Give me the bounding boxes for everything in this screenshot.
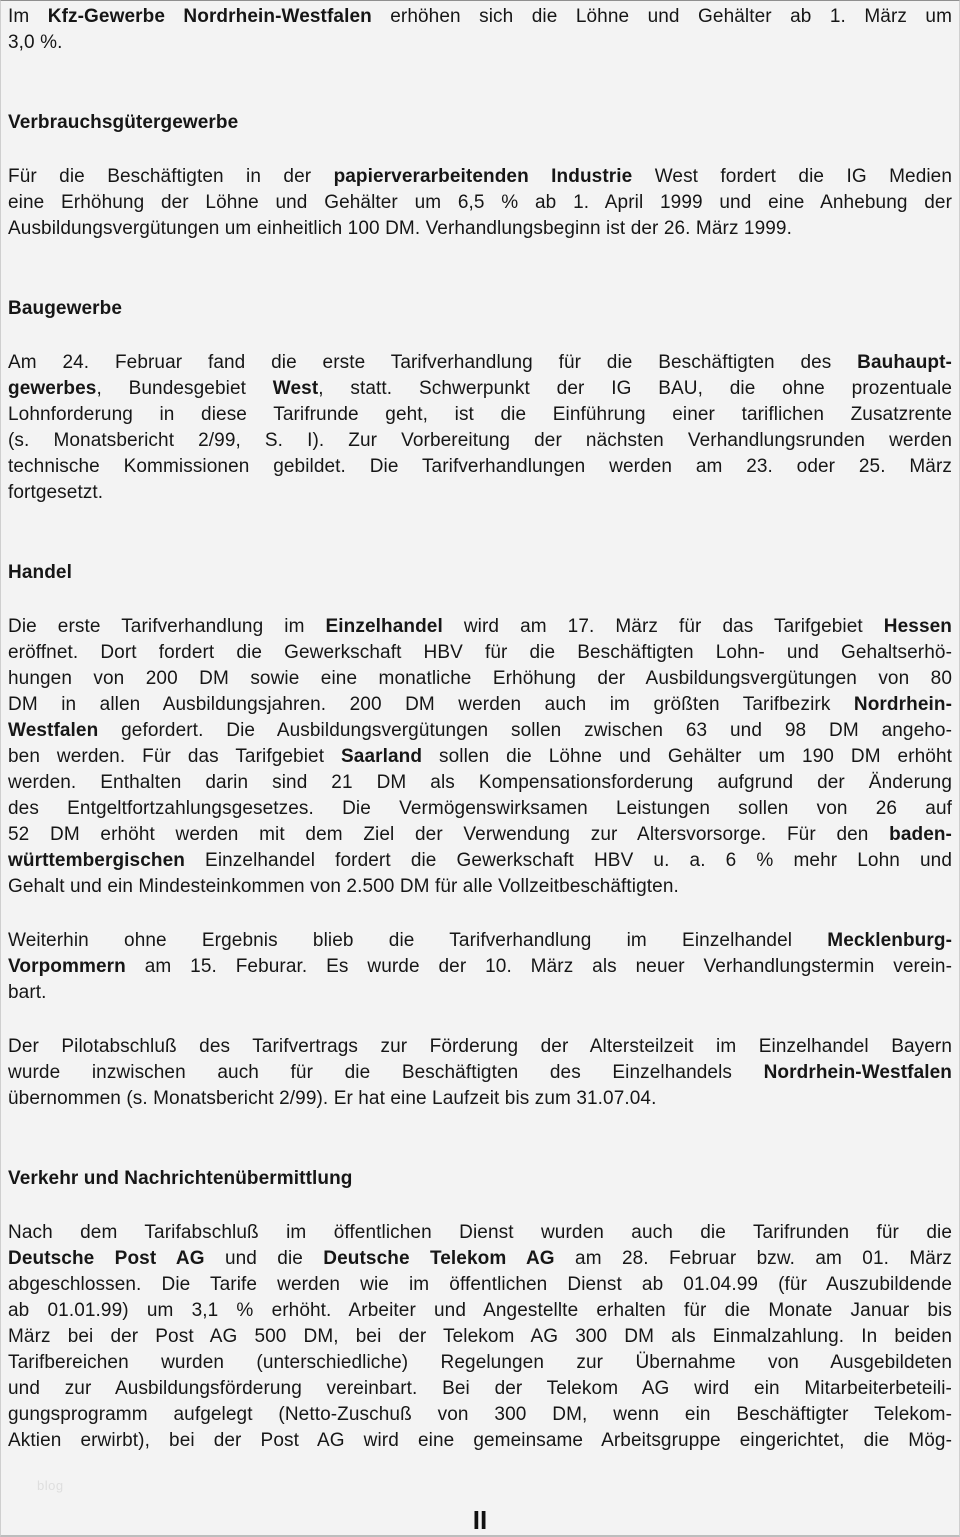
- text-run: ab 01.01.99) um 3,1 % erhöht. Arbeiter und Angestellte erhalten für die Monate Januar bis: [8, 1300, 952, 1321]
- text-line: [8, 874, 952, 900]
- text-line: [8, 216, 952, 242]
- text-line: [8, 770, 952, 796]
- text-line: [8, 560, 952, 586]
- text-line: [8, 1220, 952, 1246]
- text-line: [8, 1166, 952, 1192]
- text-run: fortgesetzt.: [8, 482, 104, 503]
- bold-text-run: West: [272, 378, 319, 399]
- text-line: [8, 1272, 952, 1298]
- text-line: [8, 1034, 952, 1060]
- text-run: Die erste Tarifverhandlung im: [8, 616, 326, 637]
- bold-text-run: Verbrauchsgütergewerbe: [8, 112, 239, 133]
- paragraph: [8, 350, 952, 506]
- text-line: [8, 296, 952, 322]
- text-run: Einzelhandel fordert die Gewerkschaft HBV u. a. 6 % mehr Lohn und: [184, 850, 952, 871]
- text-line: [8, 1376, 952, 1402]
- page-number: II: [472, 1505, 488, 1535]
- text-line: [8, 822, 952, 848]
- text-run: des Entgeltfortzahlungsgesetzes. Die Vermögenswirksamen Leistungen sollen von 26 auf: [8, 798, 952, 819]
- text-run: hungen von 200 DM sowie eine monatliche Erhöhung der Ausbildungsvergütungen von 80: [8, 668, 952, 689]
- text-line: [8, 428, 952, 454]
- text-run: Ausbildungsvergütungen um einheitlich 100 DM. Verhandlungsbeginn ist der 26. März 1999.: [8, 218, 792, 239]
- text-line: [8, 164, 952, 190]
- text-run: gefordert. Die Ausbildungsvergütungen sollen zwischen 63 und 98 DM angeho-: [98, 720, 952, 741]
- text-run: DM in allen Ausbildungsjahren. 200 DM werden auch im größten Tarifbezirk: [8, 694, 854, 715]
- bold-text-run: Nordrhein-Westfalen: [763, 1062, 952, 1083]
- text-run: 52 DM erhöht werden mit dem Ziel der Verwendung zur Altersvorsorge. Für den: [8, 824, 890, 845]
- text-run: und zur Ausbildungsförderung vereinbart. Bei der Telekom AG wird ein Mitarbeiterbeteili-: [8, 1378, 952, 1399]
- text-run: werden. Enthalten darin sind 21 DM als Kompensationsforderung aufgrund der Änderung: [8, 772, 952, 793]
- text-run: Lohnforderung in diese Tarifrunde geht, ist die Einführung einer tariflichen Zusatzrente: [8, 404, 952, 425]
- text-run: Am 24. Februar fand die erste Tarifverhandlung für die Beschäftigten des: [8, 352, 858, 373]
- text-run: Der Pilotabschluß des Tarifvertrags zur Förderung der Altersteilzeit im Einzelhandel Bayern: [8, 1036, 952, 1057]
- bold-text-run: Bauhaupt-: [857, 352, 952, 373]
- text-run: 3,0 %.: [8, 32, 63, 53]
- text-line: [8, 718, 952, 744]
- text-line: [8, 848, 952, 874]
- section-heading: [8, 1166, 952, 1192]
- text-line: [8, 666, 952, 692]
- bold-text-run: Vorpommern: [8, 956, 126, 977]
- text-run: technische Kommissionen gebildet. Die Tarifverhandlungen werden am 23. oder 25. März: [8, 456, 952, 477]
- bold-text-run: baden-: [889, 824, 952, 845]
- text-line: [8, 30, 952, 56]
- bold-text-run: Deutsche Post AG: [8, 1248, 205, 1269]
- text-run: West fordert die IG Medien: [632, 166, 953, 187]
- text-run: Für die Beschäftigten in der: [8, 166, 334, 187]
- bold-text-run: papierverarbeitenden Industrie: [333, 166, 633, 187]
- section-heading: [8, 560, 952, 586]
- text-line: [8, 4, 952, 30]
- text-line: [8, 980, 952, 1006]
- text-run: eröffnet. Dort fordert die Gewerkschaft HBV für die Beschäftigten Lohn- und Gehaltserhö-: [8, 642, 952, 663]
- text-run: März bei der Post AG 500 DM, bei der Telekom AG 300 DM als Einmalzahlung. In beiden: [8, 1326, 952, 1347]
- bold-text-run: Hessen: [883, 616, 952, 637]
- text-run: abgeschlossen. Die Tarife werden wie im öffentlichen Dienst ab 01.04.99 (für Auszubildende: [8, 1274, 952, 1295]
- text-line: [8, 1402, 952, 1428]
- bold-text-run: Baugewerbe: [8, 298, 122, 319]
- section-heading: [8, 296, 952, 322]
- text-run: gungsprogramm aufgelegt (Netto-Zuschuß von 300 DM, wenn ein Beschäftigter Telekom-: [8, 1404, 952, 1425]
- bold-text-run: Einzelhandel: [325, 616, 443, 637]
- text-run: bart.: [8, 982, 47, 1003]
- text-line: [8, 1246, 952, 1272]
- text-line: [8, 1350, 952, 1376]
- text-run: am 28. Februar bzw. am 01. März: [554, 1248, 952, 1269]
- paragraph: [8, 4, 952, 56]
- text-line: [8, 1086, 952, 1112]
- text-line: [8, 454, 952, 480]
- text-run: Nach dem Tarifabschluß im öffentlichen Dienst wurden auch die Tarifrunden für die: [8, 1222, 952, 1243]
- paragraph: [8, 928, 952, 1006]
- text-run: erhöhen sich die Löhne und Gehälter ab 1. März um: [371, 6, 953, 27]
- text-line: [8, 1428, 952, 1454]
- text-line: [8, 480, 952, 506]
- text-run: am 15. Feburar. Es wurde der 10. März als neuer Verhandlungstermin verein-: [125, 956, 952, 977]
- text-line: [8, 954, 952, 980]
- text-line: [8, 1060, 952, 1086]
- text-run: und die: [204, 1248, 324, 1269]
- bold-text-run: Mecklenburg-: [827, 930, 952, 951]
- text-run: übernommen (s. Monatsbericht 2/99). Er hat eine Laufzeit bis zum 31.07.04.: [8, 1088, 657, 1109]
- paragraph: [8, 164, 952, 242]
- bold-text-run: Deutsche Telekom AG: [323, 1248, 555, 1269]
- text-run: Tarifbereichen wurden (unterschiedliche) Regelungen zur Übernahme von Ausgebildeten: [8, 1352, 952, 1373]
- text-line: [8, 376, 952, 402]
- text-run: , statt. Schwerpunkt der IG BAU, die ohne prozentuale: [318, 378, 953, 399]
- text-run: ben werden. Für das Tarifgebiet: [8, 746, 342, 767]
- bold-text-run: Kfz-Gewerbe Nordrhein-Westfalen: [47, 6, 372, 27]
- text-line: [8, 402, 952, 428]
- document-body: [1, 1, 959, 1454]
- text-line: [8, 640, 952, 666]
- text-line: [8, 190, 952, 216]
- text-line: [8, 928, 952, 954]
- watermark-text: blog: [37, 1478, 64, 1493]
- bold-text-run: gewerbes: [8, 378, 97, 399]
- bold-text-run: Nordrhein-: [853, 694, 952, 715]
- bold-text-run: Saarland: [341, 746, 423, 767]
- paragraph: [8, 1034, 952, 1112]
- text-run: sollen die Löhne und Gehälter um 190 DM erhöht: [422, 746, 953, 767]
- bold-text-run: Westfalen: [8, 720, 99, 741]
- text-run: Gehalt und ein Mindesteinkommen von 2.500 DM für alle Vollzeitbeschäftigten.: [8, 876, 679, 897]
- text-line: [8, 1324, 952, 1350]
- text-run: Im: [8, 6, 48, 27]
- text-line: [8, 796, 952, 822]
- text-line: [8, 744, 952, 770]
- bold-text-run: Handel: [8, 562, 72, 583]
- text-line: [8, 110, 952, 136]
- bold-text-run: Verkehr und Nachrichtenübermittlung: [8, 1168, 353, 1189]
- section-heading: [8, 110, 952, 136]
- text-run: Aktien erwirbt), bei der Post AG wird eine gemeinsame Arbeitsgruppe eingerichtet, die Mög-: [8, 1430, 952, 1451]
- paragraph: [8, 614, 952, 900]
- text-line: [8, 614, 952, 640]
- text-run: eine Erhöhung der Löhne und Gehälter um 6,5 % ab 1. April 1999 und eine Anhebung der: [8, 192, 952, 213]
- text-run: wird am 17. März für das Tarifgebiet: [442, 616, 884, 637]
- text-run: wurde inzwischen auch für die Beschäftigten des Einzelhandels: [8, 1062, 764, 1083]
- text-line: [8, 1298, 952, 1324]
- text-run: Weiterhin ohne Ergebnis blieb die Tarifverhandlung im Einzelhandel: [8, 930, 828, 951]
- paragraph: [8, 1220, 952, 1454]
- text-run: (s. Monatsbericht 2/99, S. I). Zur Vorbereitung der nächsten Verhandlungsrunden werden: [8, 430, 952, 451]
- text-line: [8, 350, 952, 376]
- bold-text-run: württembergischen: [8, 850, 185, 871]
- text-line: [8, 692, 952, 718]
- text-run: , Bundesgebiet: [96, 378, 273, 399]
